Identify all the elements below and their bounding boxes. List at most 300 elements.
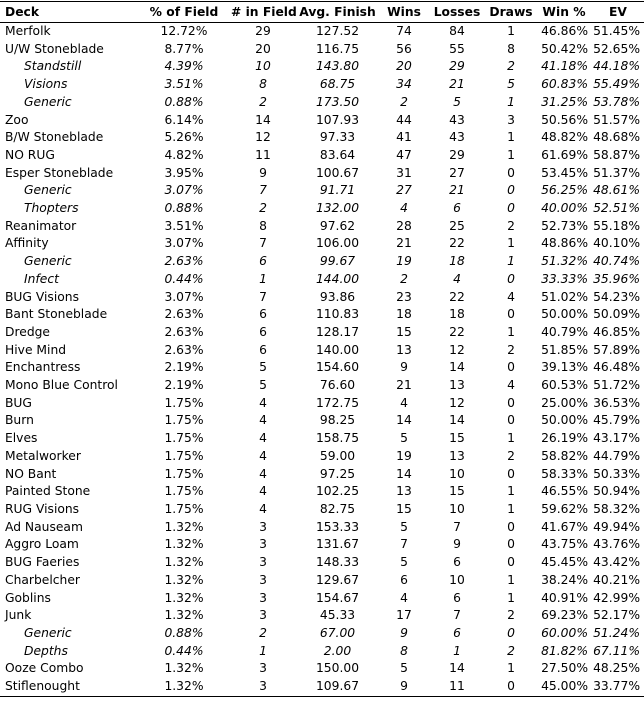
cell-num-field: 2 bbox=[259, 201, 267, 216]
cell-win-pct: 60.83% bbox=[541, 77, 588, 92]
cell-losses: 21 bbox=[449, 183, 465, 198]
cell-ev: 55.49% bbox=[593, 77, 640, 92]
cell-draws: 1 bbox=[507, 431, 515, 446]
table-subrow bbox=[0, 253, 644, 271]
cell-ev: 33.77% bbox=[592, 678, 644, 696]
cell-deck-name: NO RUG bbox=[5, 147, 55, 162]
cell-ev: 46.48% bbox=[593, 360, 640, 375]
cell-win-pct: 60.00% bbox=[541, 625, 588, 640]
cell-pct-field: 1.32% bbox=[164, 661, 204, 676]
cell-losses: 29 bbox=[449, 147, 465, 162]
cell-wins: 14 bbox=[396, 466, 412, 481]
cell-losses: 21 bbox=[449, 77, 465, 92]
cell-pct-field: 3.07% bbox=[164, 183, 204, 198]
cell-win-pct: 59.62% bbox=[541, 501, 588, 516]
cell-num-field: 8 bbox=[259, 77, 267, 92]
cell-deck-name: B/W Stoneblade bbox=[5, 130, 104, 145]
table-subrow bbox=[0, 625, 644, 643]
cell-draws: 0 bbox=[507, 519, 515, 534]
cell-draws: 3 bbox=[507, 112, 515, 127]
column-header-avg-finish: Avg. Finish bbox=[295, 2, 380, 23]
cell-ev: 44.18% bbox=[593, 59, 640, 74]
cell-ev: 43.76% bbox=[593, 537, 640, 552]
cell-draws: 1 bbox=[507, 147, 515, 162]
cell-avg-finish: 140.00 bbox=[315, 342, 360, 357]
cell-num-field: 4 bbox=[259, 413, 267, 428]
table-body bbox=[0, 23, 644, 697]
cell-pct-field: 0.44% bbox=[164, 271, 204, 286]
cell-draws: 0 bbox=[486, 678, 536, 696]
cell-draws: 0 bbox=[507, 625, 515, 640]
cell-deck-name: Charbelcher bbox=[5, 572, 80, 587]
cell-win-pct: 50.42% bbox=[541, 41, 588, 56]
cell-wins: 5 bbox=[400, 519, 408, 534]
cell-losses: 13 bbox=[449, 448, 465, 463]
cell-wins: 31 bbox=[396, 165, 412, 180]
cell-avg-finish: 76.60 bbox=[319, 378, 356, 393]
cell-losses: 5 bbox=[453, 94, 461, 109]
cell-wins: 23 bbox=[396, 289, 412, 304]
cell-wins: 19 bbox=[396, 254, 412, 269]
table-row bbox=[0, 572, 644, 590]
cell-draws: 1 bbox=[507, 254, 515, 269]
table-row bbox=[0, 466, 644, 484]
cell-losses: 43 bbox=[449, 130, 465, 145]
table-subrow bbox=[0, 182, 644, 200]
cell-deck-name: Bant Stoneblade bbox=[5, 307, 108, 322]
cell-losses: 4 bbox=[453, 271, 461, 286]
cell-losses: 9 bbox=[453, 537, 461, 552]
cell-win-pct: 40.00% bbox=[541, 201, 588, 216]
cell-ev: 51.24% bbox=[593, 625, 640, 640]
cell-deck-name: BUG bbox=[5, 395, 32, 410]
cell-avg-finish: 93.86 bbox=[319, 289, 356, 304]
cell-win-pct: 41.67% bbox=[541, 519, 588, 534]
table-subrow bbox=[0, 76, 644, 94]
cell-losses: 15 bbox=[449, 431, 465, 446]
cell-wins: 8 bbox=[400, 643, 408, 658]
cell-pct-field: 4.39% bbox=[164, 59, 204, 74]
cell-draws: 0 bbox=[507, 307, 515, 322]
cell-pct-field: 3.07% bbox=[164, 236, 204, 251]
cell-num-field: 4 bbox=[259, 484, 267, 499]
cell-wins: 9 bbox=[400, 360, 408, 375]
table-row bbox=[0, 359, 644, 377]
cell-wins: 4 bbox=[400, 395, 408, 410]
cell-ev: 40.74% bbox=[593, 254, 640, 269]
table-row bbox=[0, 660, 644, 678]
cell-ev: 43.17% bbox=[593, 431, 640, 446]
table-subrow bbox=[0, 58, 644, 76]
column-header-losses: Losses bbox=[428, 2, 486, 23]
cell-ev: 50.33% bbox=[593, 466, 640, 481]
table-row bbox=[0, 147, 644, 165]
cell-wins: 9 bbox=[400, 625, 408, 640]
cell-avg-finish: 153.33 bbox=[315, 519, 360, 534]
cell-draws: 0 bbox=[507, 271, 515, 286]
cell-num-field: 14 bbox=[255, 112, 271, 127]
cell-pct-field: 2.19% bbox=[164, 360, 204, 375]
cell-ev: 54.23% bbox=[593, 289, 640, 304]
cell-win-pct: 56.25% bbox=[541, 183, 588, 198]
cell-draws: 0 bbox=[507, 360, 515, 375]
cell-deck-name: Zoo bbox=[5, 112, 29, 127]
cell-losses: 6 bbox=[453, 590, 461, 605]
cell-losses: 14 bbox=[449, 360, 465, 375]
cell-avg-finish: 59.00 bbox=[319, 448, 356, 463]
cell-deck-name: Infect bbox=[24, 271, 59, 286]
cell-losses: 6 bbox=[453, 625, 461, 640]
cell-deck-name: Merfolk bbox=[5, 24, 51, 38]
table-row bbox=[0, 289, 644, 307]
cell-avg-finish: 82.75 bbox=[319, 501, 356, 516]
cell-pct-field: 12.72% bbox=[160, 24, 208, 38]
cell-deck-name: U/W Stoneblade bbox=[5, 41, 104, 56]
cell-ev: 48.68% bbox=[593, 130, 640, 145]
cell-draws: 4 bbox=[507, 289, 515, 304]
cell-avg-finish: 158.75 bbox=[315, 431, 360, 446]
cell-wins: 19 bbox=[396, 448, 412, 463]
cell-num-field: 6 bbox=[259, 324, 267, 339]
cell-losses: 18 bbox=[449, 307, 465, 322]
column-header-pct-field: % of Field bbox=[137, 2, 231, 23]
table-row bbox=[0, 235, 644, 253]
cell-num-field: 3 bbox=[259, 590, 267, 605]
cell-draws: 2 bbox=[507, 59, 515, 74]
cell-avg-finish: 97.33 bbox=[319, 130, 356, 145]
cell-deck-name: Generic bbox=[24, 254, 72, 269]
cell-deck-name: Visions bbox=[24, 77, 68, 92]
cell-deck-name: Goblins bbox=[5, 590, 51, 605]
cell-avg-finish: 99.67 bbox=[319, 254, 356, 269]
cell-draws: 1 bbox=[507, 24, 515, 38]
cell-num-field: 6 bbox=[259, 254, 267, 269]
cell-win-pct: 39.13% bbox=[541, 360, 588, 375]
cell-losses: 27 bbox=[449, 165, 465, 180]
cell-wins: 47 bbox=[396, 147, 412, 162]
cell-draws: 1 bbox=[507, 130, 515, 145]
cell-ev: 51.37% bbox=[593, 165, 640, 180]
cell-avg-finish: 173.50 bbox=[315, 94, 360, 109]
cell-deck-name: Generic bbox=[24, 94, 72, 109]
cell-num-field: 5 bbox=[259, 378, 267, 393]
cell-avg-finish: 131.67 bbox=[315, 537, 360, 552]
cell-pct-field: 1.75% bbox=[164, 448, 204, 463]
column-header-wins: Wins bbox=[380, 2, 428, 23]
cell-wins: 34 bbox=[396, 77, 412, 92]
cell-pct-field: 0.88% bbox=[164, 201, 204, 216]
cell-win-pct: 40.79% bbox=[541, 324, 588, 339]
cell-pct-field: 1.32% bbox=[137, 678, 231, 696]
cell-wins: 6 bbox=[400, 572, 408, 587]
cell-wins: 7 bbox=[400, 537, 408, 552]
cell-win-pct: 46.55% bbox=[541, 484, 588, 499]
table-row bbox=[0, 590, 644, 608]
cell-wins: 18 bbox=[396, 307, 412, 322]
cell-avg-finish: 83.64 bbox=[319, 147, 356, 162]
cell-num-field: 7 bbox=[259, 183, 267, 198]
cell-ev: 35.96% bbox=[593, 271, 640, 286]
cell-win-pct: 48.82% bbox=[541, 130, 588, 145]
cell-ev: 51.45% bbox=[593, 24, 640, 38]
cell-draws: 1 bbox=[507, 661, 515, 676]
cell-avg-finish: 107.93 bbox=[315, 112, 360, 127]
cell-num-field: 4 bbox=[259, 466, 267, 481]
table-subrow bbox=[0, 271, 644, 289]
cell-avg-finish: 2.00 bbox=[323, 643, 352, 658]
cell-losses: 43 bbox=[449, 112, 465, 127]
cell-ev: 48.61% bbox=[593, 183, 640, 198]
cell-num-field: 20 bbox=[255, 41, 271, 56]
cell-win-pct: 51.85% bbox=[541, 342, 588, 357]
cell-deck-name: Burn bbox=[5, 413, 34, 428]
cell-avg-finish: 91.71 bbox=[319, 183, 356, 198]
cell-ev: 40.10% bbox=[593, 236, 640, 251]
cell-avg-finish: 154.67 bbox=[315, 590, 360, 605]
cell-pct-field: 1.75% bbox=[164, 466, 204, 481]
cell-pct-field: 2.63% bbox=[164, 307, 204, 322]
cell-ev: 42.99% bbox=[593, 590, 640, 605]
cell-win-pct: 81.82% bbox=[541, 643, 588, 658]
cell-draws: 1 bbox=[507, 324, 515, 339]
cell-num-field: 5 bbox=[259, 360, 267, 375]
cell-ev: 51.57% bbox=[593, 112, 640, 127]
cell-avg-finish: 132.00 bbox=[315, 201, 360, 216]
cell-num-field: 12 bbox=[255, 130, 271, 145]
cell-draws: 2 bbox=[507, 643, 515, 658]
cell-num-field: 1 bbox=[259, 271, 267, 286]
cell-pct-field: 1.32% bbox=[164, 572, 204, 587]
cell-pct-field: 3.95% bbox=[164, 165, 204, 180]
cell-deck-name: Mono Blue Control bbox=[5, 378, 118, 393]
cell-pct-field: 0.88% bbox=[164, 625, 204, 640]
cell-win-pct: 45.45% bbox=[541, 555, 588, 570]
cell-pct-field: 1.32% bbox=[164, 590, 204, 605]
cell-wins: 15 bbox=[396, 324, 412, 339]
cell-draws: 1 bbox=[507, 590, 515, 605]
table-row bbox=[0, 377, 644, 395]
cell-win-pct: 50.00% bbox=[541, 413, 588, 428]
cell-win-pct: 69.23% bbox=[541, 608, 588, 623]
cell-avg-finish: 102.25 bbox=[315, 484, 360, 499]
cell-avg-finish: 98.25 bbox=[319, 413, 356, 428]
table-row bbox=[0, 112, 644, 130]
cell-pct-field: 2.63% bbox=[164, 254, 204, 269]
cell-win-pct: 45.00% bbox=[536, 678, 592, 696]
cell-num-field: 6 bbox=[259, 307, 267, 322]
cell-pct-field: 5.26% bbox=[164, 130, 204, 145]
cell-win-pct: 38.24% bbox=[541, 572, 588, 587]
cell-pct-field: 6.14% bbox=[164, 112, 204, 127]
cell-num-field: 1 bbox=[259, 643, 267, 658]
cell-draws: 2 bbox=[507, 448, 515, 463]
cell-num-field: 4 bbox=[259, 431, 267, 446]
cell-ev: 45.79% bbox=[593, 413, 640, 428]
cell-losses: 14 bbox=[449, 413, 465, 428]
cell-wins: 15 bbox=[396, 501, 412, 516]
cell-deck-name: Painted Stone bbox=[5, 484, 91, 499]
cell-draws: 2 bbox=[507, 218, 515, 233]
cell-win-pct: 52.73% bbox=[541, 218, 588, 233]
table-row bbox=[0, 324, 644, 342]
table-row bbox=[0, 430, 644, 448]
cell-wins: 28 bbox=[396, 218, 412, 233]
cell-losses: 55 bbox=[449, 41, 465, 56]
cell-deck-name: Enchantress bbox=[5, 360, 81, 375]
cell-num-field: 4 bbox=[259, 448, 267, 463]
cell-draws: 1 bbox=[507, 236, 515, 251]
cell-win-pct: 31.25% bbox=[541, 94, 588, 109]
cell-losses: 22 bbox=[449, 324, 465, 339]
cell-ev: 58.32% bbox=[593, 501, 640, 516]
cell-losses: 10 bbox=[449, 501, 465, 516]
cell-wins: 5 bbox=[400, 661, 408, 676]
column-header-ev: EV bbox=[592, 2, 644, 23]
cell-avg-finish: 45.33 bbox=[319, 608, 356, 623]
cell-ev: 67.11% bbox=[593, 643, 640, 658]
cell-pct-field: 0.88% bbox=[164, 94, 204, 109]
cell-num-field: 3 bbox=[231, 678, 295, 696]
column-header-num-field: # in Field bbox=[231, 2, 295, 23]
cell-deck-name: Reanimator bbox=[5, 218, 77, 233]
cell-ev: 44.79% bbox=[593, 448, 640, 463]
cell-ev: 46.85% bbox=[593, 324, 640, 339]
cell-pct-field: 3.51% bbox=[164, 77, 204, 92]
cell-avg-finish: 144.00 bbox=[315, 271, 360, 286]
table-row bbox=[0, 536, 644, 554]
cell-avg-finish: 109.67 bbox=[295, 678, 380, 696]
cell-avg-finish: 110.83 bbox=[315, 307, 360, 322]
cell-ev: 50.09% bbox=[593, 307, 640, 322]
cell-ev: 57.89% bbox=[593, 342, 640, 357]
cell-losses: 84 bbox=[449, 24, 465, 38]
cell-draws: 0 bbox=[507, 537, 515, 552]
cell-losses: 6 bbox=[453, 555, 461, 570]
cell-losses: 11 bbox=[428, 678, 486, 696]
cell-ev: 36.53% bbox=[593, 395, 640, 410]
cell-avg-finish: 116.75 bbox=[315, 41, 360, 56]
cell-pct-field: 3.51% bbox=[164, 218, 204, 233]
cell-draws: 1 bbox=[507, 501, 515, 516]
cell-wins: 56 bbox=[396, 41, 412, 56]
cell-draws: 1 bbox=[507, 94, 515, 109]
cell-losses: 14 bbox=[449, 661, 465, 676]
cell-wins: 4 bbox=[400, 590, 408, 605]
cell-deck-name: Dredge bbox=[5, 324, 50, 339]
cell-num-field: 9 bbox=[259, 165, 267, 180]
cell-deck-name: Stiflenought bbox=[0, 678, 137, 696]
cell-pct-field: 1.32% bbox=[164, 608, 204, 623]
cell-win-pct: 58.82% bbox=[541, 448, 588, 463]
deck-statistics-table bbox=[0, 1, 644, 697]
cell-wins: 13 bbox=[396, 342, 412, 357]
cell-losses: 29 bbox=[449, 59, 465, 74]
table-row bbox=[0, 412, 644, 430]
table-subrow bbox=[0, 643, 644, 661]
cell-win-pct: 46.86% bbox=[541, 24, 588, 38]
cell-avg-finish: 97.62 bbox=[319, 218, 356, 233]
cell-deck-name: BUG Visions bbox=[5, 289, 79, 304]
cell-num-field: 11 bbox=[255, 147, 271, 162]
cell-avg-finish: 67.00 bbox=[319, 625, 356, 640]
cell-deck-name: Junk bbox=[5, 608, 32, 623]
cell-num-field: 3 bbox=[259, 572, 267, 587]
cell-losses: 15 bbox=[449, 484, 465, 499]
cell-losses: 10 bbox=[449, 466, 465, 481]
cell-win-pct: 40.91% bbox=[541, 590, 588, 605]
cell-ev: 40.21% bbox=[593, 572, 640, 587]
cell-num-field: 8 bbox=[259, 218, 267, 233]
cell-avg-finish: 68.75 bbox=[319, 77, 356, 92]
cell-win-pct: 26.19% bbox=[541, 431, 588, 446]
cell-num-field: 4 bbox=[259, 501, 267, 516]
cell-wins: 9 bbox=[380, 678, 428, 696]
cell-pct-field: 4.82% bbox=[164, 147, 204, 162]
cell-draws: 5 bbox=[507, 77, 515, 92]
cell-pct-field: 1.75% bbox=[164, 501, 204, 516]
cell-losses: 22 bbox=[449, 236, 465, 251]
cell-pct-field: 1.32% bbox=[164, 555, 204, 570]
cell-avg-finish: 143.80 bbox=[315, 59, 360, 74]
cell-deck-name: BUG Faeries bbox=[5, 555, 80, 570]
cell-avg-finish: 100.67 bbox=[315, 165, 360, 180]
cell-num-field: 3 bbox=[259, 555, 267, 570]
cell-avg-finish: 154.60 bbox=[315, 360, 360, 375]
cell-wins: 13 bbox=[396, 484, 412, 499]
cell-win-pct: 60.53% bbox=[541, 378, 588, 393]
cell-losses: 6 bbox=[453, 201, 461, 216]
cell-deck-name: Elves bbox=[5, 431, 38, 446]
cell-win-pct: 53.45% bbox=[541, 165, 588, 180]
cell-win-pct: 41.18% bbox=[541, 59, 588, 74]
cell-num-field: 2 bbox=[259, 625, 267, 640]
cell-losses: 12 bbox=[449, 342, 465, 357]
table-row bbox=[0, 165, 644, 183]
cell-avg-finish: 129.67 bbox=[315, 572, 360, 587]
cell-wins: 5 bbox=[400, 555, 408, 570]
cell-draws: 8 bbox=[507, 41, 515, 56]
cell-deck-name: Depths bbox=[24, 643, 68, 658]
cell-num-field: 29 bbox=[255, 24, 271, 38]
cell-win-pct: 50.00% bbox=[541, 307, 588, 322]
cell-wins: 4 bbox=[400, 201, 408, 216]
cell-deck-name: Standstill bbox=[24, 59, 82, 74]
column-header-draws: Draws bbox=[486, 2, 536, 23]
cell-draws: 0 bbox=[507, 413, 515, 428]
cell-ev: 58.87% bbox=[593, 147, 640, 162]
cell-draws: 2 bbox=[507, 608, 515, 623]
cell-ev: 49.94% bbox=[593, 519, 640, 534]
cell-pct-field: 2.63% bbox=[164, 342, 204, 357]
cell-num-field: 3 bbox=[259, 608, 267, 623]
cell-deck-name: Ad Nauseam bbox=[5, 519, 83, 534]
cell-ev: 43.42% bbox=[593, 555, 640, 570]
cell-losses: 1 bbox=[453, 643, 461, 658]
cell-deck-name: Aggro Loam bbox=[5, 537, 79, 552]
cell-avg-finish: 148.33 bbox=[315, 555, 360, 570]
cell-wins: 17 bbox=[396, 608, 412, 623]
cell-ev: 52.65% bbox=[593, 41, 640, 56]
table-row bbox=[0, 448, 644, 466]
cell-losses: 13 bbox=[449, 378, 465, 393]
cell-draws: 0 bbox=[507, 395, 515, 410]
cell-pct-field: 1.75% bbox=[164, 413, 204, 428]
cell-pct-field: 2.63% bbox=[164, 324, 204, 339]
table-row bbox=[0, 554, 644, 572]
cell-ev: 52.17% bbox=[593, 608, 640, 623]
table-row bbox=[0, 342, 644, 360]
cell-pct-field: 8.77% bbox=[164, 41, 204, 56]
